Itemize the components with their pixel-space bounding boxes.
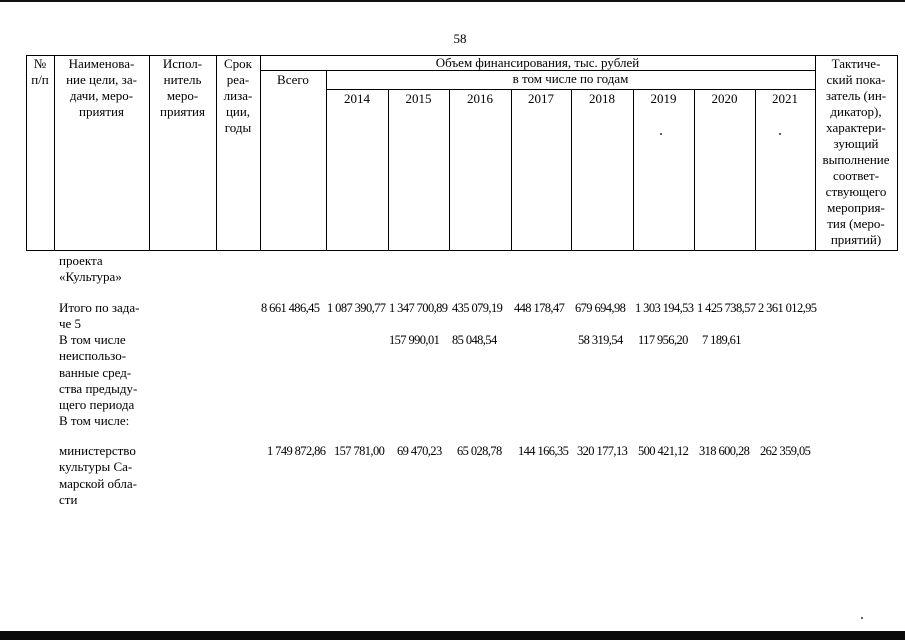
- row-name-line: сти: [59, 492, 78, 507]
- row-name-line: щего периода: [59, 397, 135, 412]
- row-name-line: че 5: [59, 316, 82, 331]
- row-name-line: культуры Са-: [59, 459, 133, 474]
- year-2020: 2020: [711, 91, 738, 106]
- year-2016: 2016: [467, 91, 493, 106]
- value-2019: 500 421,12: [638, 444, 689, 458]
- year-2019: 2019: [650, 91, 677, 106]
- row-name-line: ства предыду-: [59, 381, 138, 396]
- value-2015: 157 990,01: [389, 333, 440, 347]
- year-2021: 2021: [772, 91, 798, 106]
- row-name-line: неиспользо-: [59, 348, 127, 363]
- value-2017: 144 166,35: [518, 444, 569, 458]
- value-2016: 65 028,78: [457, 444, 502, 458]
- year-2018: 2018: [589, 91, 615, 106]
- value-2020: 318 600,28: [699, 444, 750, 458]
- value-2019: 117 956,20: [638, 333, 688, 347]
- value-2016: 435 079,19: [452, 301, 503, 315]
- value-2015: 69 470,23: [397, 444, 442, 458]
- value-2014: 157 781,00: [334, 444, 385, 458]
- row-name-line: В том числе:: [59, 413, 130, 428]
- row-name-line: В том числе: [59, 332, 126, 347]
- page-bottom-edge: [0, 631, 905, 640]
- row-name-line: проекта: [59, 253, 103, 268]
- year-2017: 2017: [528, 91, 554, 106]
- value-2018: 320 177,13: [577, 444, 628, 458]
- value-2016: 85 048,54: [452, 333, 497, 347]
- value-2021: 2 361 012,95: [758, 301, 817, 315]
- header-total: Всего: [277, 72, 309, 87]
- value-2020: 7 189,61: [702, 333, 741, 347]
- value-2014: 1 087 390,77: [327, 301, 386, 315]
- value-2018: 679 694,98: [575, 301, 626, 315]
- header-by-years: в том числе по годам: [512, 71, 629, 86]
- header-funding-title: Объем финансирования, тыс. рублей: [435, 55, 640, 70]
- year-2015: 2015: [405, 91, 432, 106]
- page-number: 58: [453, 31, 467, 46]
- row-name-line: ванные сред-: [59, 365, 132, 380]
- row-name-line: министерство: [59, 443, 136, 458]
- value-2019: 1 303 194,53: [635, 301, 694, 315]
- row-name-line: марской обла-: [59, 476, 137, 491]
- row-name-line: «Культура»: [59, 269, 122, 284]
- year-2014: 2014: [344, 91, 370, 106]
- value-2021: 262 359,05: [760, 444, 811, 458]
- total-value: 1 749 872,86: [267, 444, 326, 458]
- value-2018: 58 319,54: [578, 333, 623, 347]
- value-2017: 448 178,47: [514, 301, 565, 315]
- value-2020: 1 425 738,57: [697, 301, 756, 315]
- page-top-edge: [0, 0, 905, 2]
- row-name-line: Итого по зада-: [59, 300, 140, 315]
- value-2015: 1 347 700,89: [389, 301, 448, 315]
- total-value: 8 661 486,45: [261, 301, 320, 315]
